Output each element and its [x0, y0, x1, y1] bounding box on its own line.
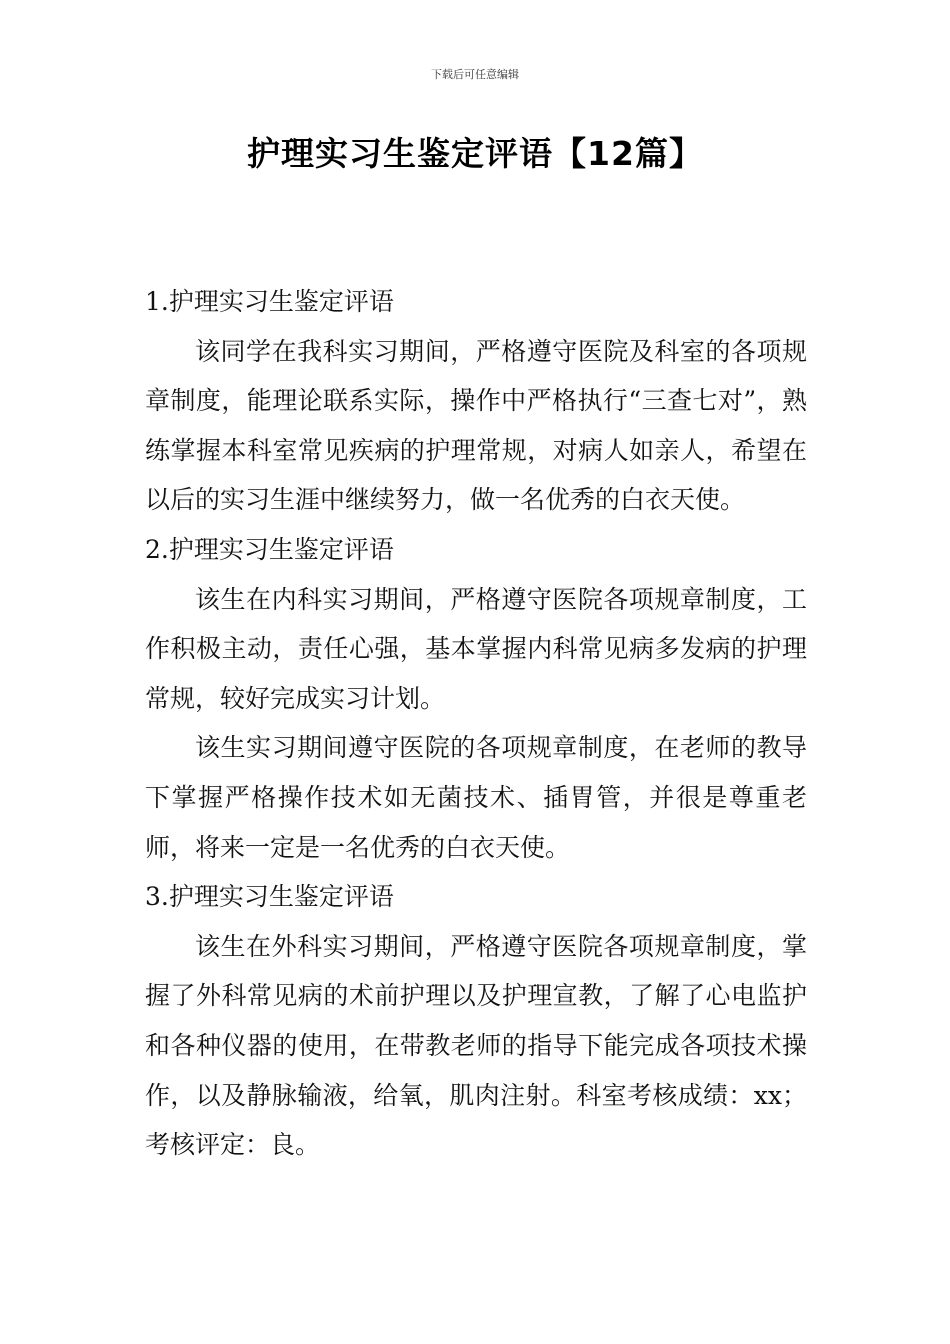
header-note: 下载后可任意编辑 — [431, 68, 519, 81]
paragraph: 该生在内科实习期间，严格遵守医院各项规章制度，工作积极主动，责任心强，基本掌握内科常见病多发病的护理常规，较好完成实习计划。 — [145, 584, 807, 713]
paragraph: 该生实习期间遵守医院的各项规章制度，在老师的教导下掌握严格操作技术如无菌技术、插胃管，并很是尊重老师，将来一定是一名优秀的白衣天使。 — [145, 733, 807, 862]
document-body — [145, 277, 807, 1170]
document-title: 护理实习生鉴定评语【12篇】 — [247, 134, 703, 173]
paragraph: 该生在外科实习期间，严格遵守医院各项规章制度，掌握了外科常见病的术前护理以及护理宣教，了解了心电监护和各种仪器的使用，在带教老师的指导下能完成各项技术操作，以及静脉输液，给氧，肌肉注射。科室考核成绩：xx；考核评定：良。 — [145, 931, 807, 1160]
section-heading-2: 2.护理实习生鉴定评语 — [145, 534, 394, 564]
paragraph: 该同学在我科实习期间，严格遵守医院及科室的各项规章制度，能理论联系实际，操作中严格执行“三查七对”，熟练掌握本科室常见疾病的护理常规，对病人如亲人，希望在以后的实习生涯中继续努力，做一名优秀的白衣天使。 — [145, 336, 807, 515]
section-heading-1: 1.护理实习生鉴定评语 — [145, 287, 394, 316]
section-heading-3: 3.护理实习生鉴定评语 — [145, 882, 394, 912]
